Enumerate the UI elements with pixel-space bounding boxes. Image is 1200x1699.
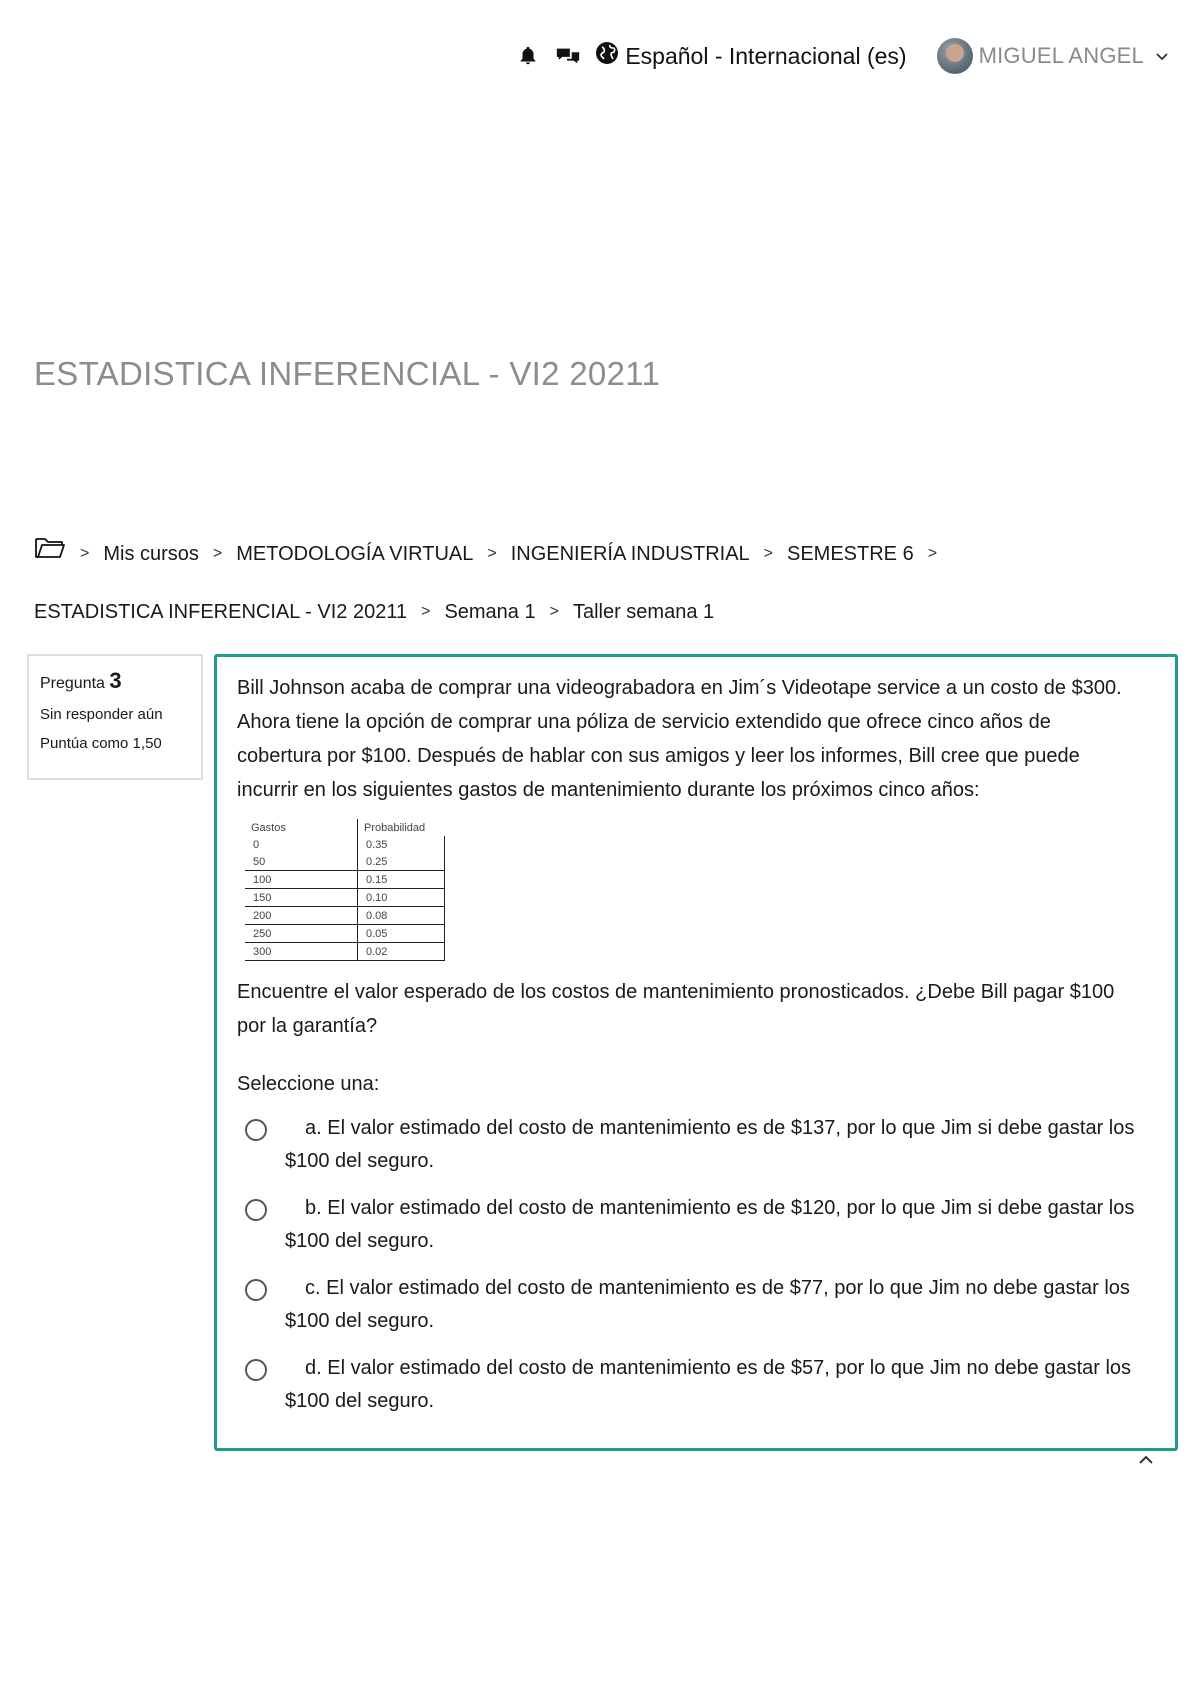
question-info bbox=[27, 654, 203, 780]
table-cell: 0.35 bbox=[358, 836, 445, 853]
table-cell: 0.10 bbox=[358, 889, 445, 907]
option-letter: c. bbox=[305, 1277, 321, 1299]
question-text: Bill Johnson acaba de comprar una videograbadora en Jim´s Videotape service a un costo de $300. Ahora tiene la opción de comprar una póliza de servicio extendido que ofrece cinco años de cobertura por $100. Después de hablar con sus amigos y leer los informes, Bill cree que puede incurrir en los siguientes gastos de mantenimiento durante los próximos cinco años: bbox=[237, 677, 1122, 801]
question-content bbox=[214, 654, 1178, 1451]
table-cell: 150 bbox=[245, 889, 358, 907]
answer-option-c[interactable] bbox=[237, 1272, 1155, 1338]
chevron-right-icon: > bbox=[927, 545, 938, 562]
bell-icon[interactable] bbox=[515, 43, 541, 69]
breadcrumb-taller[interactable]: Taller semana 1 bbox=[572, 601, 715, 623]
option-text: El valor estimado del costo de mantenimiento es de $57, por lo que Jim no debe gastar los $100 del seguro. bbox=[285, 1357, 1132, 1412]
language-label: Español - Internacional (es) bbox=[625, 42, 907, 69]
top-navbar bbox=[515, 36, 1168, 76]
radio-button[interactable] bbox=[245, 1199, 267, 1221]
breadcrumb-semestre[interactable]: SEMESTRE 6 bbox=[787, 543, 914, 565]
avatar bbox=[937, 38, 973, 74]
chevron-right-icon: > bbox=[487, 545, 497, 562]
question-number-value: 3 bbox=[109, 668, 122, 693]
select-label: Seleccione una: bbox=[237, 1073, 380, 1095]
table-row bbox=[245, 943, 445, 961]
radio-button[interactable] bbox=[245, 1359, 267, 1381]
answer-option-b[interactable] bbox=[237, 1192, 1155, 1258]
table-row bbox=[245, 836, 445, 853]
answer-option-a[interactable] bbox=[237, 1112, 1155, 1178]
table-cell: 100 bbox=[245, 871, 358, 889]
question-label: Pregunta bbox=[40, 675, 105, 692]
table-cell: 0.08 bbox=[358, 907, 445, 925]
question-score: Puntúa como 1,50 bbox=[40, 735, 162, 752]
table-cell: 250 bbox=[245, 925, 358, 943]
chevron-right-icon: > bbox=[80, 545, 90, 562]
table-cell: 0.15 bbox=[358, 871, 445, 889]
table-cell: 0 bbox=[245, 836, 358, 853]
breadcrumb-mis-cursos[interactable]: Mis cursos bbox=[103, 543, 199, 565]
table-row bbox=[245, 925, 445, 943]
expenses-table bbox=[245, 819, 445, 961]
question-status: Sin responder aún bbox=[40, 706, 163, 723]
chevron-right-icon: > bbox=[549, 603, 559, 620]
question-number bbox=[40, 668, 190, 694]
folder-icon[interactable] bbox=[34, 525, 66, 583]
chevron-right-icon: > bbox=[212, 545, 223, 562]
table-header-row bbox=[245, 819, 445, 836]
table-row bbox=[245, 889, 445, 907]
answer-option-d[interactable] bbox=[237, 1352, 1155, 1418]
option-letter: b. bbox=[305, 1197, 322, 1219]
table-header: Gastos bbox=[245, 819, 358, 836]
option-text: El valor estimado del costo de mantenimiento es de $120, por lo que Jim si debe gastar los $100 del seguro. bbox=[285, 1197, 1135, 1252]
table-row bbox=[245, 871, 445, 889]
breadcrumb-semana[interactable]: Semana 1 bbox=[444, 601, 536, 623]
table-row bbox=[245, 907, 445, 925]
option-letter: d. bbox=[305, 1357, 322, 1379]
table-cell: 50 bbox=[245, 853, 358, 871]
chat-icon[interactable] bbox=[555, 43, 581, 69]
chevron-right-icon: > bbox=[421, 603, 431, 620]
radio-button[interactable] bbox=[245, 1279, 267, 1301]
language-menu[interactable] bbox=[595, 41, 906, 71]
user-menu[interactable] bbox=[937, 38, 1168, 74]
answer-option-label[interactable] bbox=[285, 1352, 1135, 1418]
breadcrumb-ingenieria[interactable]: INGENIERÍA INDUSTRIAL bbox=[510, 543, 750, 565]
answer-option-label[interactable] bbox=[285, 1272, 1135, 1338]
chevron-right-icon: > bbox=[763, 545, 773, 562]
table-cell: 0.25 bbox=[358, 853, 445, 871]
globe-icon bbox=[595, 41, 619, 71]
answer-options bbox=[237, 1112, 1155, 1418]
option-text: El valor estimado del costo de mantenimiento es de $137, por lo que Jim si debe gastar los $100 del seguro. bbox=[285, 1117, 1135, 1172]
answer-option-label[interactable] bbox=[285, 1192, 1135, 1258]
option-letter: a. bbox=[305, 1117, 322, 1139]
breadcrumb-metodologia[interactable]: METODOLOGÍA VIRTUAL bbox=[236, 543, 474, 565]
table-row bbox=[245, 853, 445, 871]
expenses-table-image bbox=[245, 819, 445, 961]
option-text: El valor estimado del costo de mantenimiento es de $77, por lo que Jim no debe gastar los $100 del seguro. bbox=[285, 1277, 1130, 1332]
table-cell: 300 bbox=[245, 943, 358, 961]
answer-option-label[interactable] bbox=[285, 1112, 1135, 1178]
question-prompt: Encuentre el valor esperado de los costos de mantenimiento pronosticados. ¿Debe Bill pagar $100 por la garantía? bbox=[237, 981, 1115, 1037]
breadcrumb bbox=[34, 525, 1174, 641]
user-name: MIGUEL ANGEL bbox=[978, 43, 1144, 68]
radio-button[interactable] bbox=[245, 1119, 267, 1141]
page-title: ESTADISTICA INFERENCIAL - VI2 20211 bbox=[34, 355, 661, 392]
chevron-down-icon bbox=[1156, 48, 1168, 64]
table-cell: 200 bbox=[245, 907, 358, 925]
breadcrumb-course[interactable]: ESTADISTICA INFERENCIAL - VI2 20211 bbox=[34, 601, 408, 623]
table-cell: 0.02 bbox=[358, 943, 445, 961]
table-cell: 0.05 bbox=[358, 925, 445, 943]
chevron-up-icon[interactable] bbox=[1138, 1448, 1154, 1471]
table-header: Probabilidad bbox=[364, 821, 426, 834]
